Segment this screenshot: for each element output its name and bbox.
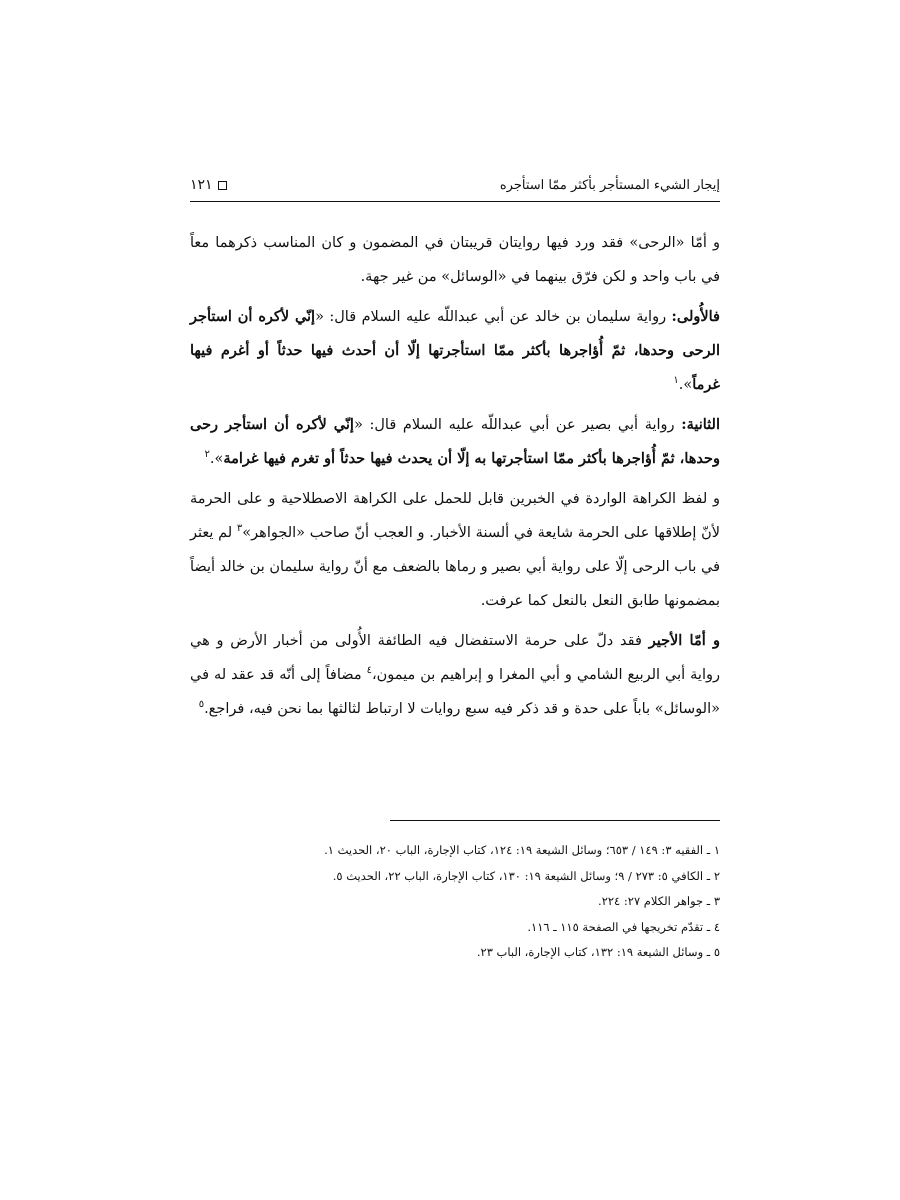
footnote-ref-3: ٣ <box>236 523 243 535</box>
footnote-ref-4: ٤ <box>366 665 372 677</box>
paragraph-3-quote: إنّي لأكره أن استأجر رحى وحدها، ثمّ أُؤاجرها بأكثر ممّا استأجرتها به إلّا أن يحدث فيها حدثاً أو تغرم فيها غرامة <box>190 416 720 467</box>
paragraph-4-text-b: لم يعثر في باب الرحى إلّا على رواية أبي بصير و رماها بالضعف مع أنّ رواية سليمان بن خالد أيضاً بمضمونها طابق النعل بالنعل كما عرفت. <box>190 525 720 609</box>
main-text <box>190 226 720 726</box>
square-box-icon <box>218 181 227 190</box>
paragraph-3-text: رواية أبي بصير عن أبي عبداللّه عليه السلام قال: « <box>353 417 682 433</box>
paragraph-2-end: ». <box>678 377 693 393</box>
paragraph-1: و أمّا «الرحى» فقد ورد فيها روايتان قريبتان في المضمون و كان المناسب ذكرهما معاً في باب واحد و لكن فرّق بينهما في «الوسائل» من غير جهة. <box>190 235 720 285</box>
footnote-ref-1: ١ <box>673 375 679 387</box>
footnote-4: ٤ ـ تقدّم تخريجها في الصفحة ١١٥ ـ ١١٦. <box>527 919 720 934</box>
page-number: ١٢١ <box>190 177 213 193</box>
header-rule <box>190 201 720 202</box>
footnote-ref-2: ٢ <box>204 449 210 461</box>
footnote-separator <box>390 820 720 821</box>
paragraph-3-lead: الثانية: <box>681 416 720 433</box>
footnote-2: ٢ ـ الكافي ٥: ٢٧٣ / ٩؛ وسائل الشيعة ١٩: ١٣٠، كتاب الإجارة، الباب ٢٢، الحديث ٥. <box>332 868 720 883</box>
page-header <box>190 168 720 202</box>
paragraph-4 <box>190 482 720 618</box>
running-title: إيجار الشيء المستأجر بأكثر ممّا استأجره <box>499 178 720 193</box>
paragraph-3 <box>190 408 720 476</box>
page-number-group <box>190 177 227 193</box>
footnote-1: ١ ـ الفقيه ٣: ١٤٩ / ٦٥٣؛ وسائل الشيعة ١٩: ١٢٤، كتاب الإجارة، الباب ٢٠، الحديث ١. <box>324 843 720 857</box>
footnote-ref-5: ٥ <box>198 699 205 711</box>
paragraph-5-text-a: فقد دلّ على حرمة الاستفضال فيه الطائفة الأُولى من أخبار الأرض و هي رواية أبي الربيع الشامي و أبي المغرا و إبراهيم بن ميمون، <box>190 633 720 683</box>
paragraph-5-text-b: مضافاً إلى أنّه قد عقد له في «الوسائل» باباً على حدة و قد ذكر فيه سبع روايات لا ارتباط لثالثها بما نحن فيه، فراجع. <box>190 667 720 717</box>
paragraph-2-lead: فالأُولى: <box>671 308 720 325</box>
paragraph-2-quote: إنّي لأكره أن استأجر الرحى وحدها، ثمّ أُؤاجرها بأكثر ممّا استأجرتها إلّا أن أحدث فيها حدثاً أو أغرم فيها غرماً <box>190 308 720 393</box>
paragraph-4-text-a: و لفظ الكراهة الواردة في الخبرين قابل للحمل على الكراهة الاصطلاحية و على الحرمة لأنّ إطلاقها على الحرمة شايعة في ألسنة الأخبار. و العجب أنّ صاحب «الجواهر» <box>190 491 720 541</box>
paragraph-2 <box>190 300 720 402</box>
footnote-3: ٣ ـ جواهر الكلام ٢٧: ٢٢٤. <box>598 894 720 908</box>
paragraph-2-text: رواية سليمان بن خالد عن أبي عبداللّه عليه السلام قال: « <box>315 309 672 325</box>
paragraph-3-end: ». <box>209 451 224 467</box>
paragraph-5 <box>190 624 720 726</box>
footnote-5: ٥ ـ وسائل الشيعة ١٩: ١٣٢، كتاب الإجارة، الباب ٢٣. <box>476 945 720 959</box>
footnotes <box>180 838 720 966</box>
paragraph-5-lead: و أمّا الأجير <box>648 632 720 649</box>
